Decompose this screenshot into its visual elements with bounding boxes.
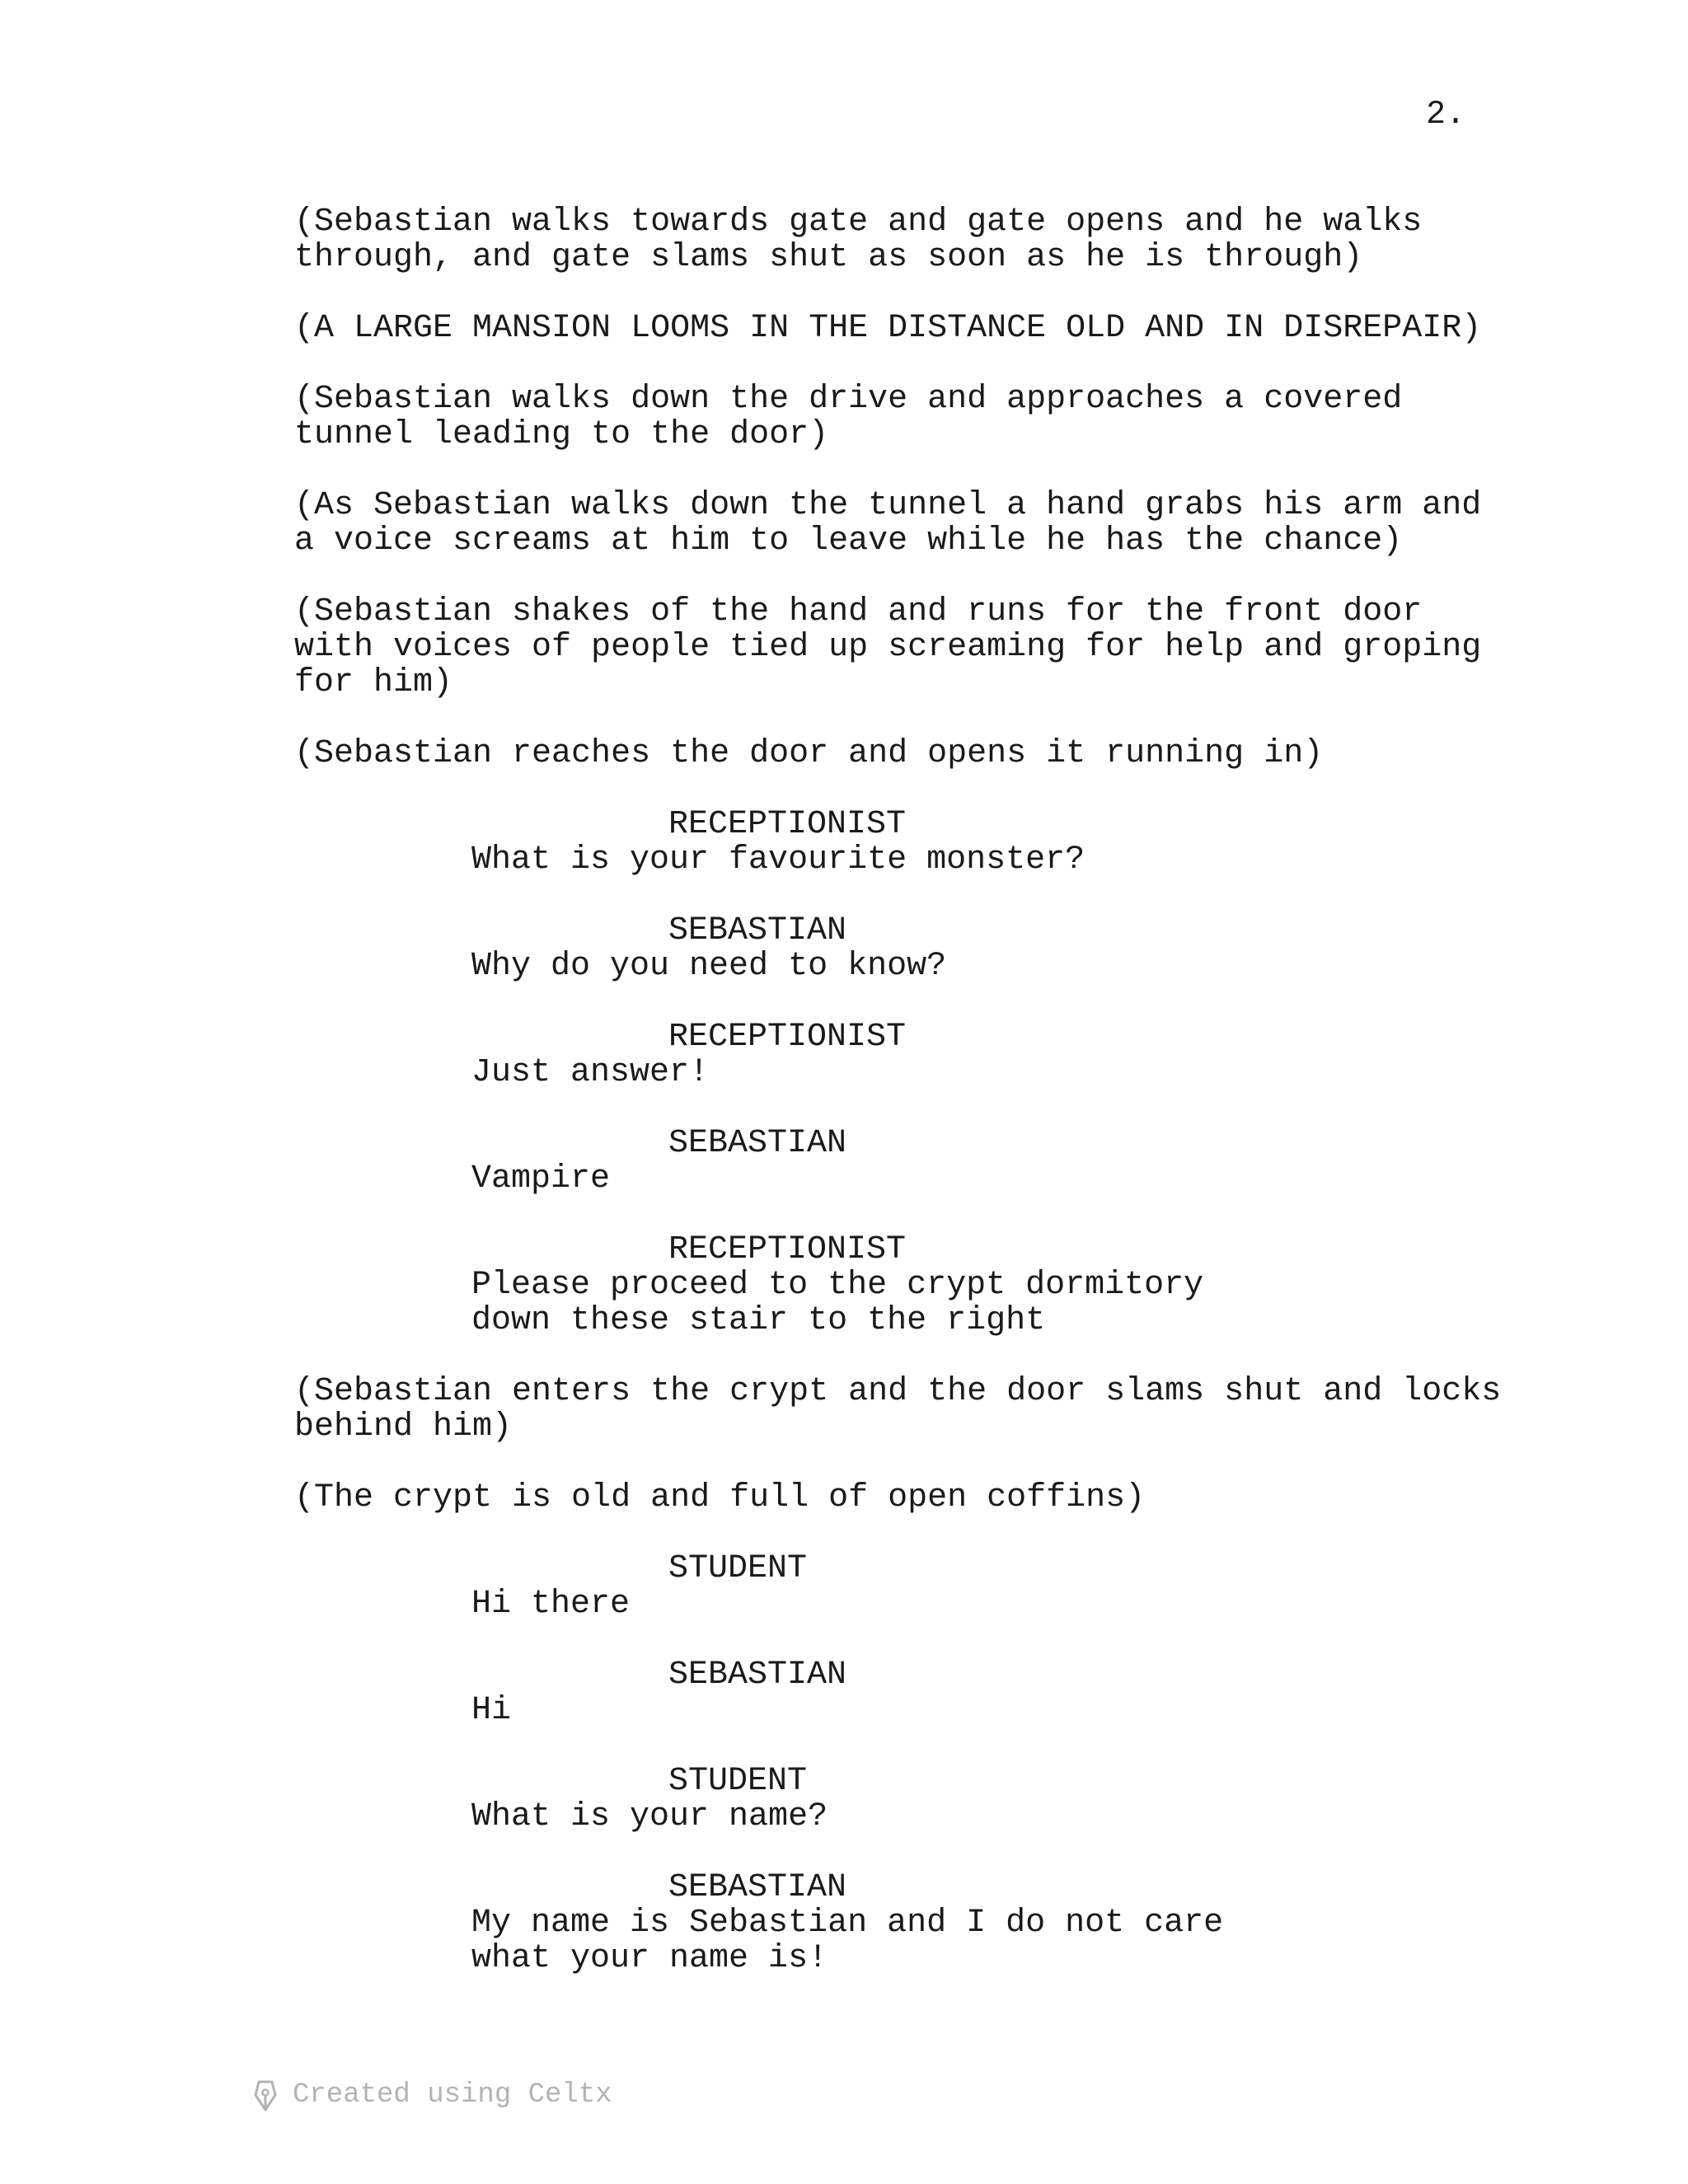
page-number: 2. (1426, 96, 1466, 134)
action-line: (As Sebastian walks down the tunnel a hand grabs his arm and a voice screams at him to leave while he has the chance) (294, 487, 1482, 560)
action-line: (Sebastian reaches the door and opens it running in) (294, 735, 1324, 772)
dialogue-block (294, 1232, 1580, 1338)
action-line: (Sebastian walks down the drive and approaches a covered tunnel leading to the door) (294, 381, 1403, 453)
dialogue-block (294, 1551, 1580, 1622)
action-line: (Sebastian enters the crypt and the door slams shut and locks behind him) (294, 1373, 1502, 1446)
character-name: SEBASTIAN (668, 1869, 847, 1906)
character-name: RECEPTIONIST (668, 1231, 907, 1268)
character-name: STUDENT (668, 1550, 808, 1587)
dialogue-block (294, 1870, 1580, 1976)
screenplay-body (294, 204, 1580, 2012)
dialogue-block (294, 1764, 1580, 1835)
action-line: (Sebastian shakes of the hand and runs for the front door with voices of people tied up screaming for help and groping for him) (294, 593, 1482, 701)
dialogue-text: Vampire (471, 1160, 611, 1197)
dialogue-text: Hi (471, 1692, 512, 1729)
footer-credit: Created using Celtx (293, 2079, 612, 2111)
celtx-pen-icon (251, 2079, 279, 2111)
character-name: RECEPTIONIST (668, 806, 907, 843)
action-line: (The crypt is old and full of open coffins) (294, 1479, 1146, 1516)
dialogue-text: Hi there (471, 1586, 631, 1623)
dialogue-text: What is your favourite monster? (471, 841, 1085, 879)
dialogue-block (294, 1019, 1580, 1090)
dialogue-block (294, 807, 1580, 878)
character-name: STUDENT (668, 1763, 808, 1800)
dialogue-block (294, 1657, 1580, 1728)
action-line: (A LARGE MANSION LOOMS IN THE DISTANCE OLD AND IN DISREPAIR) (294, 310, 1482, 347)
dialogue-block (294, 1126, 1580, 1197)
dialogue-text: Just answer! (471, 1054, 710, 1091)
character-name: SEBASTIAN (668, 1657, 847, 1694)
character-name: RECEPTIONIST (668, 1019, 907, 1056)
dialogue-text: Why do you need to know? (471, 948, 947, 985)
dialogue-text: Please proceed to the crypt dormitory down these stair to the right (471, 1267, 1204, 1339)
character-name: SEBASTIAN (668, 912, 847, 949)
action-line: (Sebastian walks towards gate and gate opens and he walks through, and gate slams shut as soon as he is through) (294, 204, 1423, 276)
dialogue-text: My name is Sebastian and I do not care what your name is! (471, 1905, 1224, 1977)
character-name: SEBASTIAN (668, 1125, 847, 1162)
dialogue-text: What is your name? (471, 1798, 828, 1835)
footer (251, 2079, 612, 2111)
dialogue-block (294, 913, 1580, 984)
